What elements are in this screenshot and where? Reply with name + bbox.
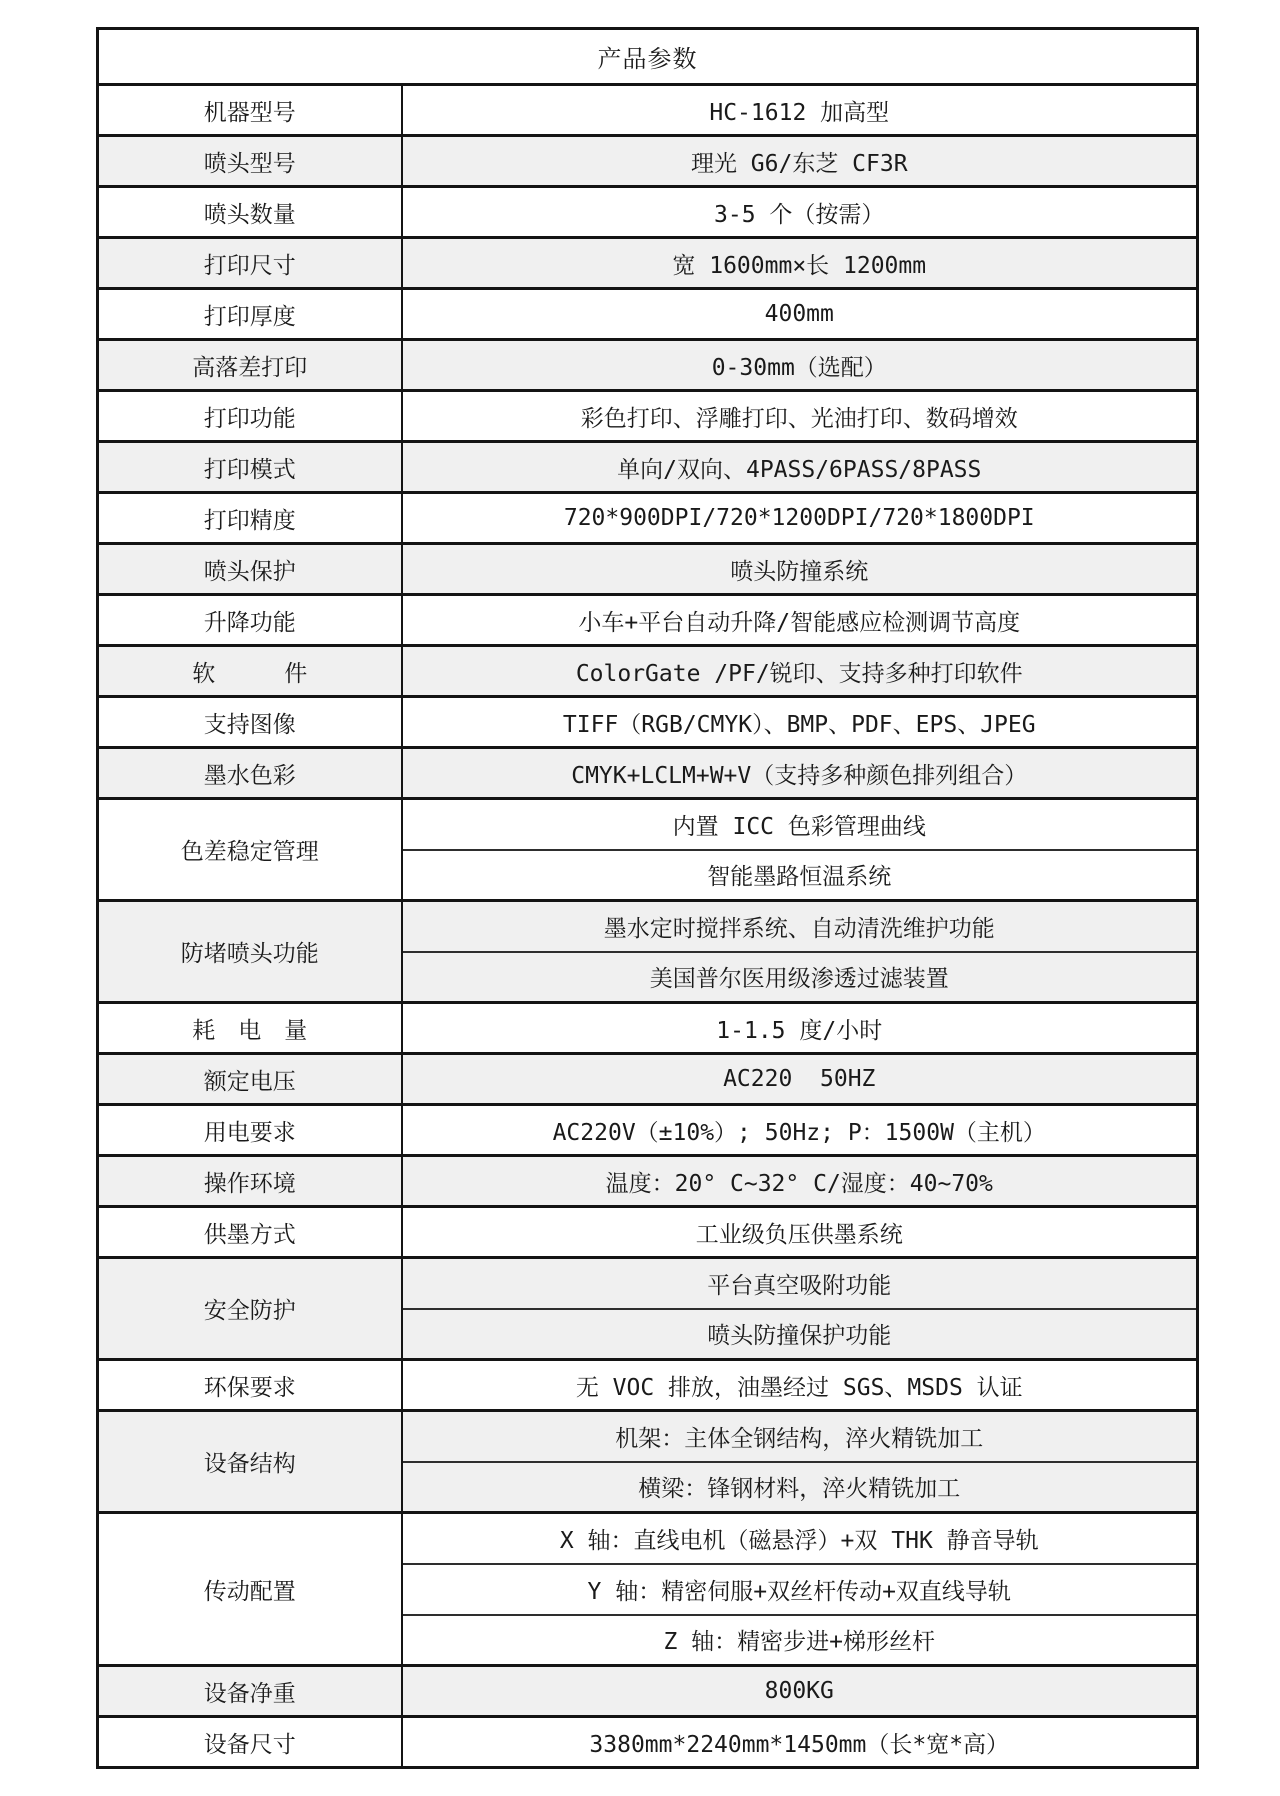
spec-row (98, 289, 1198, 340)
spec-row (98, 1666, 1198, 1717)
spec-value: 宽 1600mm×长 1200mm (402, 238, 1198, 289)
spec-label: 传动配置 (98, 1513, 402, 1666)
spec-value: 无 VOC 排放，油墨经过 SGS、MSDS 认证 (402, 1360, 1198, 1411)
spec-row (98, 544, 1198, 595)
table-title: 产品参数 (597, 45, 698, 73)
spec-value: 温度：20° C~32° C/湿度：40~70% (402, 1156, 1198, 1207)
spec-value: TIFF（RGB/CMYK）、BMP、PDF、EPS、JPEG (402, 697, 1198, 748)
spec-label: 用电要求 (98, 1105, 402, 1156)
spec-row (98, 1258, 1198, 1309)
spec-value: CMYK+LCLM+W+V（支持多种颜色排列组合） (402, 748, 1198, 799)
spec-label: 设备净重 (98, 1666, 402, 1717)
spec-label: 打印尺寸 (98, 238, 402, 289)
spec-value: 墨水定时搅拌系统、自动清洗维护功能 (402, 901, 1198, 952)
spec-value: AC220V（±10%）; 50Hz; P：1500W（主机） (402, 1105, 1198, 1156)
spec-value: 智能墨路恒温系统 (402, 850, 1198, 901)
spec-label: 喷头数量 (98, 187, 402, 238)
spec-label: 升降功能 (98, 595, 402, 646)
spec-value: 1-1.5 度/小时 (402, 1003, 1198, 1054)
spec-value: ColorGate /PF/锐印、支持多种打印软件 (402, 646, 1198, 697)
spec-value: 400mm (402, 289, 1198, 340)
spec-value: 720*900DPI/720*1200DPI/720*1800DPI (402, 493, 1198, 544)
spec-value: 小车+平台自动升降/智能感应检测调节高度 (402, 595, 1198, 646)
spec-row (98, 1360, 1198, 1411)
spec-value: 彩色打印、浮雕打印、光油打印、数码增效 (402, 391, 1198, 442)
spec-row (98, 1513, 1198, 1564)
spec-label: 操作环境 (98, 1156, 402, 1207)
spec-label: 打印模式 (98, 442, 402, 493)
product-spec-table (96, 27, 1199, 1769)
spec-row (98, 85, 1198, 136)
spec-label: 支持图像 (98, 697, 402, 748)
spec-value: X 轴：直线电机（磁悬浮）+双 THK 静音导轨 (402, 1513, 1198, 1564)
spec-row (98, 1003, 1198, 1054)
spec-table-body (98, 29, 1198, 1768)
spec-value: 平台真空吸附功能 (402, 1258, 1198, 1309)
spec-title-row (98, 29, 1198, 85)
spec-value: 单向/双向、4PASS/6PASS/8PASS (402, 442, 1198, 493)
spec-label: 色差稳定管理 (98, 799, 402, 901)
spec-label: 打印厚度 (98, 289, 402, 340)
spec-label: 喷头型号 (98, 136, 402, 187)
spec-row (98, 1207, 1198, 1258)
spec-row (98, 391, 1198, 442)
spec-label: 喷头保护 (98, 544, 402, 595)
spec-value: 横梁：锋钢材料，淬火精铣加工 (402, 1462, 1198, 1513)
spec-value: Z 轴：精密步进+梯形丝杆 (402, 1615, 1198, 1666)
spec-row (98, 901, 1198, 952)
spec-label: 打印功能 (98, 391, 402, 442)
spec-row (98, 1411, 1198, 1462)
spec-row (98, 238, 1198, 289)
spec-label: 供墨方式 (98, 1207, 402, 1258)
spec-value: 理光 G6/东芝 CF3R (402, 136, 1198, 187)
spec-row (98, 340, 1198, 391)
spec-label: 软 件 (98, 646, 402, 697)
spec-label: 额定电压 (98, 1054, 402, 1105)
spec-label: 打印精度 (98, 493, 402, 544)
spec-row (98, 1054, 1198, 1105)
spec-label: 环保要求 (98, 1360, 402, 1411)
spec-value: 3-5 个（按需） (402, 187, 1198, 238)
spec-label: 高落差打印 (98, 340, 402, 391)
spec-label: 安全防护 (98, 1258, 402, 1360)
spec-row (98, 748, 1198, 799)
spec-label: 墨水色彩 (98, 748, 402, 799)
spec-value: HC-1612 加高型 (402, 85, 1198, 136)
spec-label: 耗 电 量 (98, 1003, 402, 1054)
spec-row (98, 1717, 1198, 1768)
spec-row (98, 799, 1198, 850)
spec-label: 设备结构 (98, 1411, 402, 1513)
spec-value: Y 轴：精密伺服+双丝杆传动+双直线导轨 (402, 1564, 1198, 1615)
spec-row (98, 442, 1198, 493)
spec-value: 内置 ICC 色彩管理曲线 (402, 799, 1198, 850)
spec-row (98, 187, 1198, 238)
spec-value: 0-30mm（选配） (402, 340, 1198, 391)
spec-row (98, 697, 1198, 748)
spec-value: 机架：主体全钢结构，淬火精铣加工 (402, 1411, 1198, 1462)
spec-label: 设备尺寸 (98, 1717, 402, 1768)
spec-value: 3380mm*2240mm*1450mm（长*宽*高） (402, 1717, 1198, 1768)
spec-value: 喷头防撞系统 (402, 544, 1198, 595)
spec-row (98, 1105, 1198, 1156)
spec-label: 机器型号 (98, 85, 402, 136)
spec-row (98, 136, 1198, 187)
spec-value: 喷头防撞保护功能 (402, 1309, 1198, 1360)
spec-row (98, 1156, 1198, 1207)
spec-value: AC220 50HZ (402, 1054, 1198, 1105)
spec-value: 美国普尔医用级渗透过滤装置 (402, 952, 1198, 1003)
spec-row (98, 595, 1198, 646)
spec-row (98, 493, 1198, 544)
spec-value: 工业级负压供墨系统 (402, 1207, 1198, 1258)
spec-label: 防堵喷头功能 (98, 901, 402, 1003)
spec-row (98, 646, 1198, 697)
spec-value: 800KG (402, 1666, 1198, 1717)
